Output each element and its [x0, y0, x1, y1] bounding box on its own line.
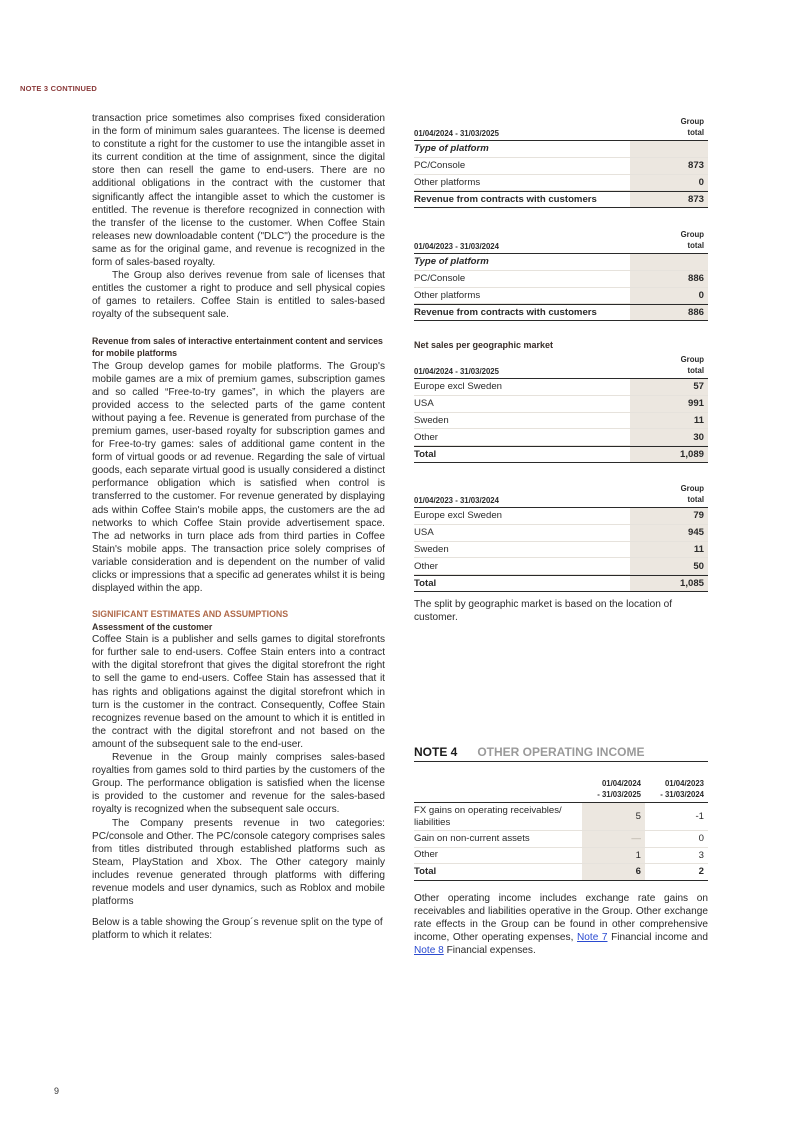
- paragraph: The Group also derives revenue from sale of licenses that entitles the customer a right to produce and sell physical copies of games to retailers. Coffee Stain is entitled to sales-based royalty of the subsequent sale.: [92, 270, 385, 321]
- paragraph: The Company presents revenue in two categories: PC/console and Other. The PC/console category comprises sales from titles distributed through established platforms such as Steam, PlayStation and Xbox. The Other category mainly includes revenue generated through platforms with differing revenue models and user dynamics, such as Roblox and mobile platforms: [92, 817, 385, 908]
- mobile-revenue-heading: Revenue from sales of interactive entertainment content and services for mobile platforms: [92, 335, 383, 358]
- paragraph: Coffee Stain is a publisher and sells games to digital storefronts for further sale to end-users. Coffee Stain enters into a contract with the digital storefront that gives the digital storefront the right to sell the game to end-users. Coffee Stain has assessed that it has rights and obligations against the digital storefront which in turn is the customer in the contract. Consequently, Coffee Stain recognizes revenue based on the amount to which it is entitled in the contract with the digital storefront and not based on the amount of the subsequent sale to the end-user.: [92, 634, 385, 750]
- table-row: Europe excl Sweden 79: [414, 508, 708, 525]
- note4-title: OTHER OPERATING INCOME: [477, 745, 645, 759]
- platform-table-2025: [414, 114, 708, 208]
- table-total-row: Revenue from contracts with customers 873: [414, 191, 708, 208]
- table-total-row: Total 1,085: [414, 575, 708, 592]
- note7-link[interactable]: Note 7: [576, 932, 608, 944]
- table-row: Other platforms 0: [414, 175, 708, 192]
- page-number: 9: [54, 1086, 60, 1096]
- paragraph: Revenue in the Group mainly comprises sales-based royalties from games sold to third parties by the customers of the Group. The performance obligation is satisfied when the license is provided to the customer and revenue for the sales-based royalty is recognized when the subsequent sale occurs.: [92, 752, 385, 816]
- table-row: Sweden 11: [414, 542, 708, 559]
- period-label: 01/04/2023 - 31/03/2024: [414, 496, 499, 505]
- left-column: [92, 112, 385, 942]
- paragraph: transaction price sometimes also comprises fixed consideration in the form of minimum sales guarantees. The license is deemed to constitute a right for the customer to use the intangible asset in its current condition at the time of assignment, since the digital store then can resell the game to end-users. There are no additional obligations in the contract with the customer that significantly affect the intangible asset to which the customer is entitled. The revenue is therefore recognized in connection with the transfer of the license to the customer. When Coffee Stain releases new downloadable content ("DLC") the procedure is the same as for the original game, and revenue is recognized in the form of sales-based royalty.: [92, 113, 385, 269]
- note8-link[interactable]: Note 8: [414, 945, 444, 957]
- group-total-header: Group total: [680, 230, 704, 250]
- geo-table-2025: [414, 352, 708, 463]
- note4-number: NOTE 4: [414, 745, 458, 759]
- note-continued-header: NOTE 3 CONTINUED: [20, 84, 97, 93]
- table-row: USA 991: [414, 396, 708, 413]
- table-total-row: Total 1,089: [414, 446, 708, 463]
- table-row: USA 945: [414, 525, 708, 542]
- paragraph: Below is a table showing the Group´s revenue split on the type of platform to which it relates:: [92, 917, 383, 942]
- col-header-2025: 01/04/2024 - 31/03/2025: [597, 779, 641, 799]
- other-operating-income-table: [414, 777, 708, 881]
- other-operating-income-text: Other operating income includes exchange rate gains on receivables and liabilities operative in the Group. Other exchange rate effects in the Group can be found in other comprehensive income, Other operating expenses, Note 7 Financial income and Note 8 Financial expenses.: [414, 893, 708, 957]
- table-row: Other platforms 0: [414, 288, 708, 305]
- significant-estimates-heading: SIGNIFICANT ESTIMATES AND ASSUMPTIONS: [92, 609, 289, 620]
- table-total-row: Revenue from contracts with customers 886: [414, 304, 708, 321]
- period-label: 01/04/2023 - 31/03/2024: [414, 242, 499, 251]
- category-label: Type of platform: [414, 256, 489, 268]
- category-label: Type of platform: [414, 143, 489, 155]
- table-row: PC/Console 873: [414, 158, 708, 175]
- assessment-heading: Assessment of the customer: [92, 621, 213, 632]
- group-total-header: Group total: [680, 484, 704, 504]
- table-row: Sweden 11: [414, 413, 708, 430]
- group-total-header: Group total: [680, 355, 704, 375]
- geo-market-note: The split by geographic market is based on the location of customer.: [414, 599, 673, 624]
- note4-heading: [414, 745, 708, 762]
- platform-table-2024: [414, 227, 708, 321]
- col-header-2024: 01/04/2023 - 31/03/2024: [660, 779, 704, 799]
- table-row: FX gains on operating receivables/ liabilities 5 -1: [414, 803, 708, 831]
- table-row: Other 30: [414, 429, 708, 446]
- table-row: Gain on non-current assets — 0: [414, 831, 708, 848]
- paragraph: The Group develop games for mobile platforms. The Group's mobile games are a mix of premium games, subscription games and so called “Free-to-try games”, in which the players are provided access to the selected parts of the game content without paying a fee. Revenue is generated from purchase of the premium games, user-based royalty for subscription games and for Free-to-try games: sales of additional game content in the form of virtual goods or ad revenue. Regarding the sale of virtual goods, each separate virtual good is usually considered a distinct performance obligation which is satisfied when control is transferred to the customer. For revenue generated by displaying ads within Coffee Stain's mobile apps, the customers are the ad networks to which Coffee Stain provide advertisement space. The ad networks in turn place ads from third parties in Coffee Stain's mobile apps. The transaction price solely comprises of variable consideration and is dependent on the number of valid clicks or impressions that a specific ad generates whilst it is being displayed within the app.: [92, 360, 385, 595]
- group-total-header: Group total: [680, 117, 704, 137]
- period-label: 01/04/2024 - 31/03/2025: [414, 129, 499, 138]
- geo-market-title: Net sales per geographic market: [414, 340, 554, 350]
- geo-table-2024: [414, 481, 708, 592]
- table-row: Europe excl Sweden 57: [414, 379, 708, 396]
- table-total-row: Total 6 2: [414, 864, 708, 881]
- table-row: Other 50: [414, 558, 708, 575]
- table-row: PC/Console 886: [414, 271, 708, 288]
- period-label: 01/04/2024 - 31/03/2025: [414, 367, 499, 376]
- table-row: Other 1 3: [414, 848, 708, 865]
